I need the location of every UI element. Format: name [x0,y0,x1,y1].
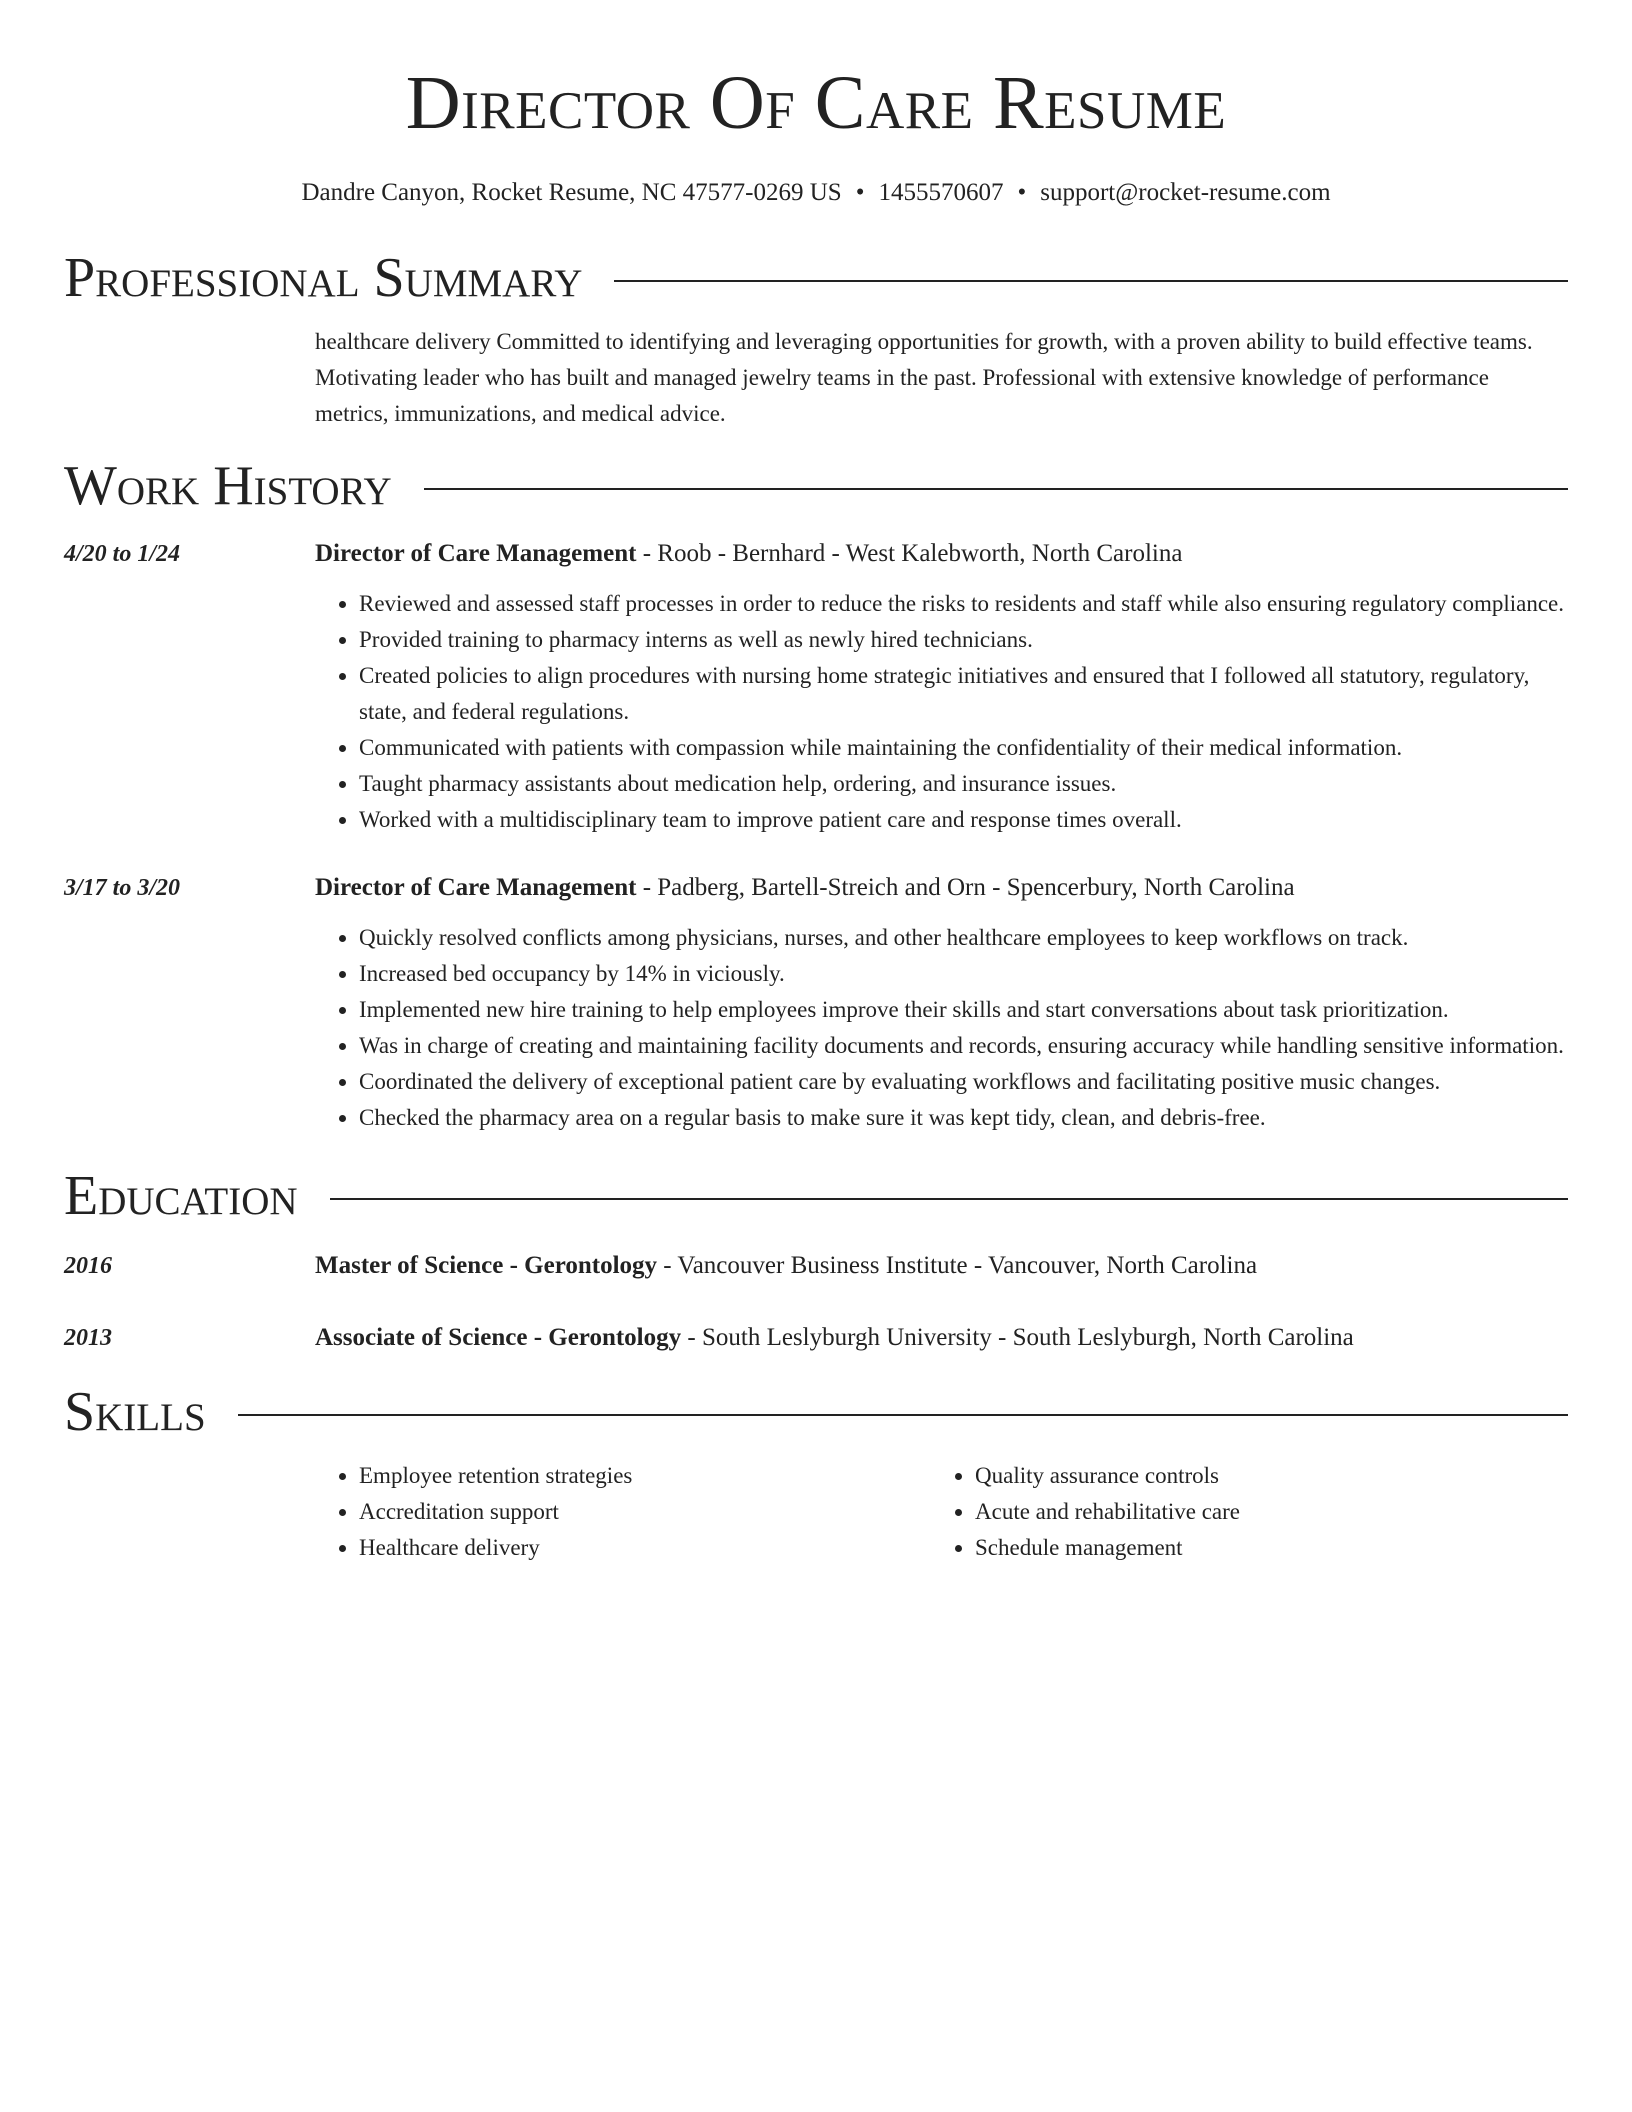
page-title: Director Of Care Resume [405,61,1227,145]
section-divider [614,280,1568,282]
job-title: Director of Care Management [315,540,637,567]
education-heading-line [315,1248,1568,1284]
list-item: • Worked with a multidisciplinary team to improve patient care and response times overall. [359,802,1568,838]
contact-phone: 1455570607 [878,179,1004,206]
education-degree: Master of Science - Gerontology [315,1252,658,1279]
education-year: 2013 [64,1325,112,1351]
summary-text: healthcare delivery Committed to identifying and leveraging opportunities for growth, with a proven ability to build effective teams. Motivating leader who has built and managed jewelry teams in the past. Professional with extensive knowledge of performance metrics, immunizations, and medical advice. [315,329,1533,426]
contact-separator: • [855,179,865,206]
list-item: • Was in charge of creating and maintaining facility documents and records, ensuring accuracy while handling sensitive information. [359,1028,1568,1064]
education-heading-line [315,1320,1568,1356]
list-item: • Communicated with patients with compassion while maintaining the confidentiality of their medical information. [359,730,1568,766]
education-degree: Associate of Science - Gerontology [315,1324,682,1351]
job-details: - Roob - Bernhard - West Kalebworth, North Carolina [636,540,1183,567]
section-divider [330,1198,1568,1200]
work-heading: Work History [64,455,392,517]
list-item: • Healthcare delivery [359,1530,931,1566]
job-heading [315,870,1568,906]
education-entry [64,1248,1568,1284]
contact-address: Dandre Canyon, Rocket Resume, NC 47577-0269 US [301,179,842,206]
job-body [315,536,1568,838]
contact-email: support@rocket-resume.com [1040,179,1331,206]
job-bullets [315,586,1568,838]
list-item: • Coordinated the delivery of exceptional patient care by evaluating workflows and facilitating positive music changes. [359,1064,1568,1100]
list-item: • Implemented new hire training to help employees improve their skills and start conversations about task prioritization. [359,992,1568,1028]
list-item: • Quality assurance controls [975,1458,1547,1494]
skills-list [315,1458,1568,1566]
list-item: • Increased bed occupancy by 14% in viciously. [359,956,1568,992]
education-heading: Education [64,1165,298,1227]
contact-separator: • [1017,179,1027,206]
list-item: • Quickly resolved conflicts among physicians, nurses, and other healthcare employees to keep workflows on track. [359,920,1568,956]
section-divider [424,488,1568,490]
skills-section-header [64,1380,1568,1444]
job-title: Director of Care Management [315,874,637,901]
summary-section-header [64,246,1568,310]
list-item: • Taught pharmacy assistants about medication help, ordering, and insurance issues. [359,766,1568,802]
skills-heading: Skills [64,1381,206,1443]
skills-column-right [931,1458,1547,1566]
education-section-header [64,1164,1568,1228]
job-dates: 3/17 to 3/20 [64,875,181,901]
list-item: • Checked the pharmacy area on a regular basis to make sure it was kept tidy, clean, and debris-free. [359,1100,1568,1136]
education-details: - South Leslyburgh University - South Leslyburgh, North Carolina [681,1324,1354,1351]
list-item: • Employee retention strategies [359,1458,931,1494]
section-divider [238,1414,1568,1416]
job-entry [64,870,1568,1136]
work-section-header [64,454,1568,518]
contact-line [64,176,1568,210]
list-item: • Reviewed and assessed staff processes in order to reduce the risks to residents and staff while also ensuring regulatory compliance. [359,586,1568,622]
job-entry [64,536,1568,838]
job-bullets [315,920,1568,1136]
education-year: 2016 [64,1253,112,1279]
job-dates: 4/20 to 1/24 [64,541,181,567]
skills-column-left [315,1458,931,1566]
education-entry [64,1320,1568,1356]
list-item: • Schedule management [975,1530,1547,1566]
summary-heading: Professional Summary [64,247,583,309]
job-body [315,870,1568,1136]
list-item: • Created policies to align procedures with nursing home strategic initiatives and ensured that I followed all statutory, regulatory, state, and federal regulations. [359,658,1568,730]
list-item: • Acute and rehabilitative care [975,1494,1547,1530]
education-details: - Vancouver Business Institute - Vancouver, North Carolina [657,1252,1258,1279]
list-item: • Provided training to pharmacy interns as well as newly hired technicians. [359,622,1568,658]
job-heading [315,536,1568,572]
list-item: • Accreditation support [359,1494,931,1530]
job-details: - Padberg, Bartell-Streich and Orn - Spencerbury, North Carolina [636,874,1295,901]
